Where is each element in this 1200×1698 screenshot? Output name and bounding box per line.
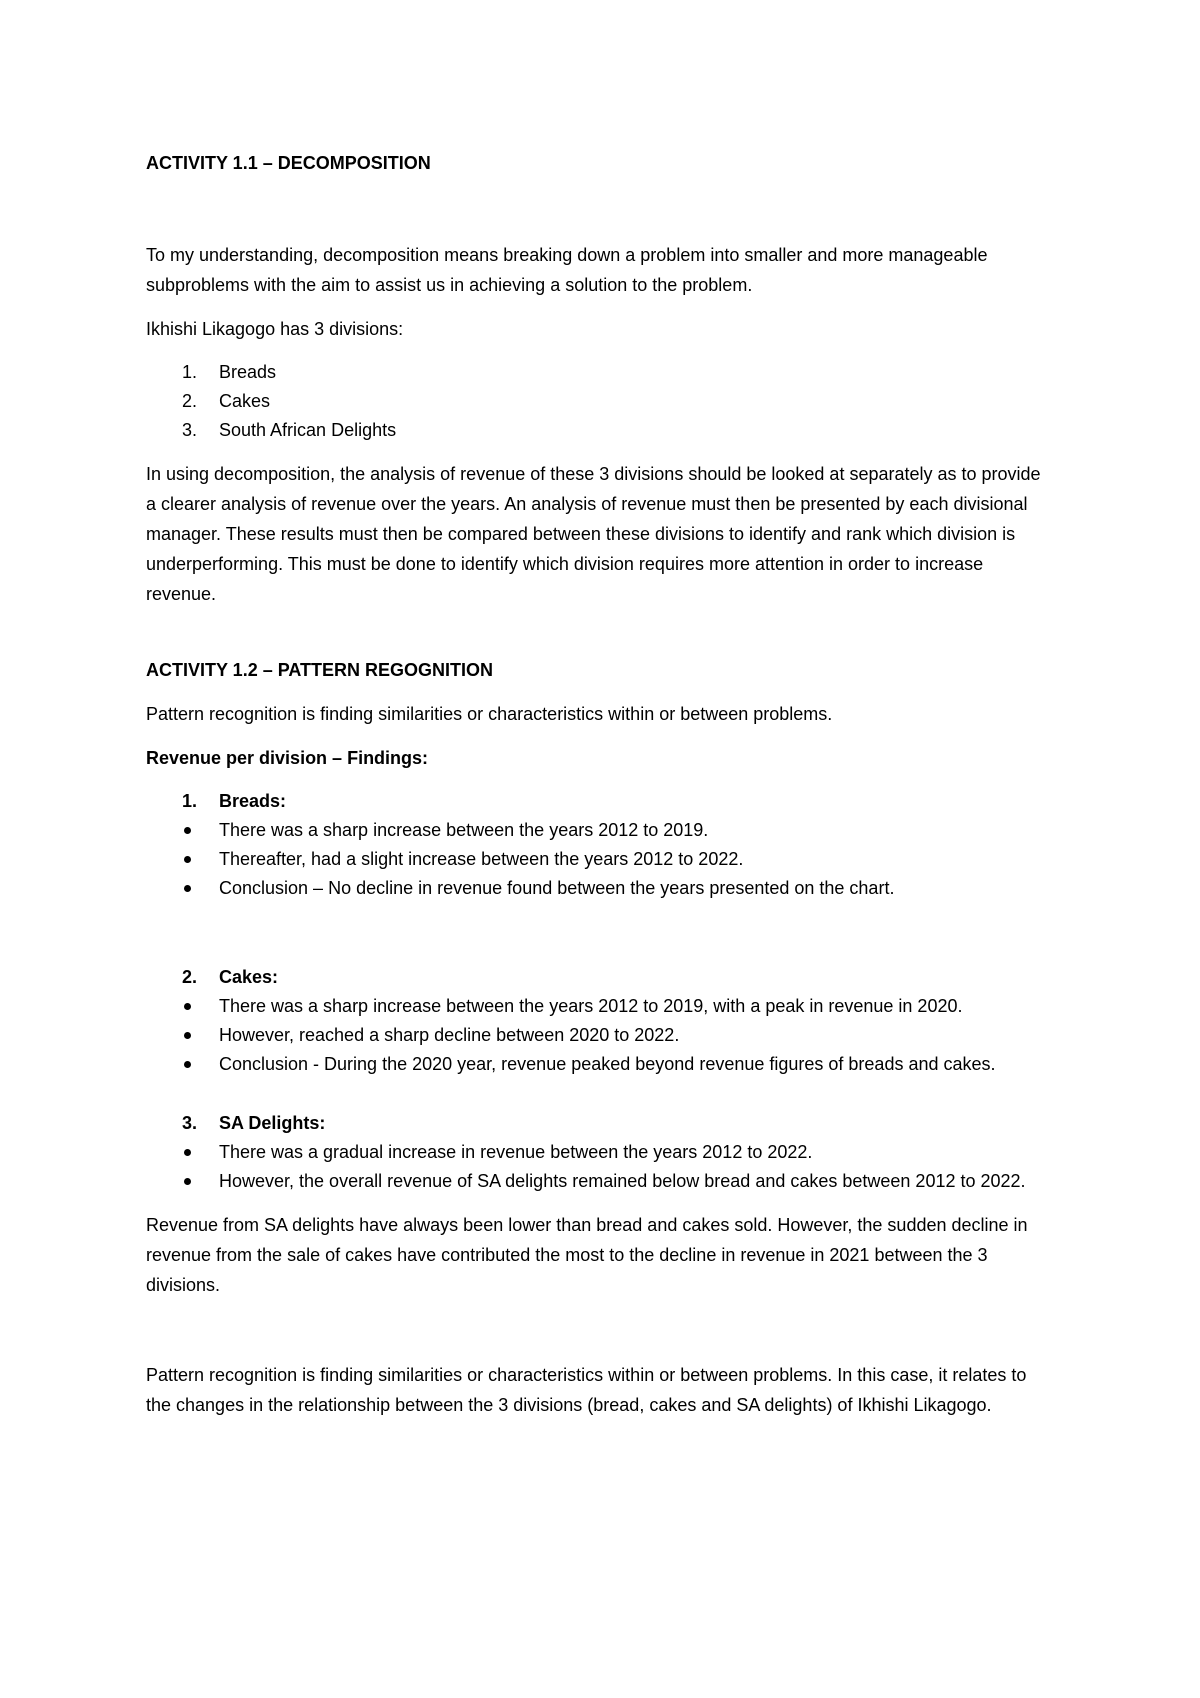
spacer [146,1196,1050,1210]
list-item [146,874,1050,903]
bullet-icon [184,1149,191,1156]
decomposition-definition: To my understanding, decomposition means breaking down a problem into smaller and more manageable subproblems with the aim to assist us in achieving a solution to the problem. [146,245,988,295]
spacer [146,609,1050,655]
list-number: 1. [182,362,198,382]
closing-paragraph: Pattern recognition is finding similarities or characteristics within or between problems. In this case, it relates to the changes in the relationship between the 3 divisions (bread, cakes and SA delights) of Ikhishi Likagogo. [146,1365,1027,1415]
list-item [146,1021,1050,1050]
spacer [146,1300,1050,1360]
list-number: 3. [182,1113,198,1133]
list-item-label: Breads [219,362,277,382]
decomposition-analysis: In using decomposition, the analysis of revenue of these 3 divisions should be looked at separately as to provide a clearer analysis of revenue over the years. An analysis of revenue must then be presented by each divisional manager. These results must then be compared between these divisions to identify and rank which division is underperforming. This must be done to identify which division requires more attention in order to increase revenue. [146,464,1041,604]
list-item [146,387,1050,416]
activity-1-heading: ACTIVITY 1.1 – DECOMPOSITION [146,153,431,173]
list-item [146,816,1050,845]
bullet-list [146,1138,1050,1196]
list-number: 1. [182,791,198,811]
list-number: 2. [182,391,198,411]
list-item [146,992,1050,1021]
bullet-text: There was a gradual increase in revenue between the years 2012 to 2022. [219,1142,813,1162]
bullet-text: Thereafter, had a slight increase between the years 2012 to 2022. [219,849,744,869]
list-item [146,845,1050,874]
spacer [146,178,1050,240]
list-item [146,358,1050,387]
division-title: SA Delights: [219,1113,326,1133]
list-item [146,416,1050,445]
division-heading [146,963,1050,992]
activity-2-heading: ACTIVITY 1.2 – PATTERN REGOGNITION [146,660,494,680]
division-breads [146,787,1050,903]
list-item [146,1138,1050,1167]
pattern-recognition-definition: Pattern recognition is finding similarities or characteristics within or between problems. [146,704,833,724]
bullet-icon [184,856,191,863]
bullet-icon [184,1032,191,1039]
bullet-text: Conclusion - During the 2020 year, revenue peaked beyond revenue figures of breads and cakes. [219,1054,996,1074]
spacer [146,903,1050,963]
list-item [146,1167,1050,1196]
division-title: Breads: [219,791,287,811]
division-heading [146,787,1050,816]
bullet-list [146,816,1050,903]
bullet-icon [184,1003,191,1010]
divisions-intro: Ikhishi Likagogo has 3 divisions: [146,319,404,339]
bullet-icon [184,827,191,834]
list-item-label: Cakes [219,391,271,411]
list-number: 3. [182,420,198,440]
bullet-text: However, reached a sharp decline between 2020 to 2022. [219,1025,680,1045]
list-item [146,1050,1050,1079]
list-item-label: South African Delights [219,420,397,440]
findings-title: Revenue per division – Findings: [146,748,429,768]
divisions-list [146,358,1050,445]
bullet-text: Conclusion – No decline in revenue found between the years presented on the chart. [219,878,895,898]
spacer [146,1079,1050,1109]
bullet-list [146,992,1050,1079]
bullet-text: There was a sharp increase between the years 2012 to 2019, with a peak in revenue in 2020. [219,996,963,1016]
bullet-text: There was a sharp increase between the years 2012 to 2019. [219,820,709,840]
bullet-icon [184,885,191,892]
bullet-icon [184,1061,191,1068]
revenue-summary: Revenue from SA delights have always been lower than bread and cakes sold. However, the sudden decline in revenue from the sale of cakes have contributed the most to the decline in revenue in 2021 between the 3 divisions. [146,1215,1028,1295]
division-title: Cakes: [219,967,279,987]
list-number: 2. [182,967,198,987]
division-heading [146,1109,1050,1138]
bullet-icon [184,1178,191,1185]
bullet-text: However, the overall revenue of SA delights remained below bread and cakes between 2012 to 2022. [219,1171,1026,1191]
division-sa-delights [146,1109,1050,1196]
division-cakes [146,963,1050,1079]
